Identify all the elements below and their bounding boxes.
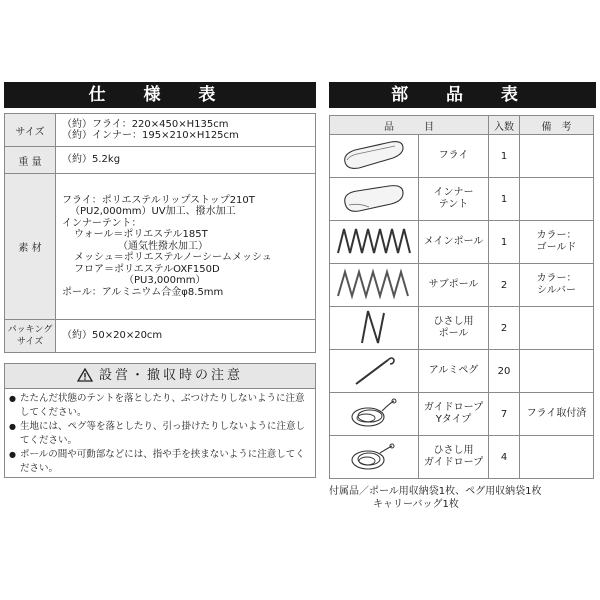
parts-title: 部 品 表 (329, 82, 596, 108)
part-image-cell (330, 264, 419, 307)
parts-table (329, 115, 594, 479)
material-line: ウォール＝ポリエステル185T (74, 229, 208, 241)
part-qty: 1 (489, 178, 520, 221)
part-note (520, 307, 594, 350)
part-name-line: サブポール (428, 279, 479, 290)
part-name (419, 393, 489, 436)
spec-value-weight: （約）5.2kg (56, 147, 316, 174)
part-name-line: アルミペグ (428, 365, 479, 376)
fly-bag-icon (339, 138, 409, 172)
part-name (419, 135, 489, 178)
accessories-line: 付属品／ポール用収納袋1枚、ペグ用収納袋1枚 (329, 486, 542, 497)
spec-label-material: 素 材 (5, 174, 56, 320)
parts-header-note: 備 考 (520, 116, 594, 135)
part-note (520, 264, 594, 307)
part-image-cell (330, 178, 419, 221)
parts-row (330, 436, 594, 479)
part-qty: 20 (489, 350, 520, 393)
material-line: フロア＝ポリエステルOXF150D (74, 263, 220, 275)
warning-triangle-icon (77, 368, 93, 382)
material-line: （通気性撥水加工） (118, 240, 208, 252)
caution-list (5, 392, 315, 476)
part-note (520, 350, 594, 393)
part-note (520, 393, 594, 436)
part-image-cell (330, 135, 419, 178)
part-name (419, 221, 489, 264)
spec-value-packing: （約）50×20×20cm (56, 320, 316, 353)
part-name-line: テント (438, 199, 469, 210)
spec-value-size (56, 114, 316, 147)
part-name (419, 350, 489, 393)
material-line: （PU2,000mm）UV加工、撥水加工 (70, 206, 236, 218)
part-note-line: フライ取付済 (526, 408, 587, 419)
caution-item: ● 生地には、ペグ等を落としたり、引っ掛けたりしないように注意してください。 (9, 420, 309, 448)
part-name (419, 178, 489, 221)
main-pole-icon (334, 225, 414, 257)
part-image-cell (330, 221, 419, 264)
spec-size-line: （約）フライ：220×450×H135cm (62, 118, 229, 130)
part-name (419, 436, 489, 479)
spec-label-size: サイズ (5, 114, 56, 147)
part-note (520, 178, 594, 221)
material-line: インナーテント： (62, 217, 142, 229)
packing-label-line: サイズ (16, 337, 44, 347)
part-name (419, 307, 489, 350)
spec-table (4, 113, 316, 353)
part-note-line: カラー： (536, 273, 577, 284)
aluminum-peg-icon (344, 352, 404, 388)
parts-header-row (330, 116, 594, 135)
part-name-line: ポール (438, 328, 469, 339)
part-qty: 1 (489, 221, 520, 264)
part-note (520, 135, 594, 178)
part-note-line: シルバー (536, 285, 577, 296)
part-qty: 7 (489, 393, 520, 436)
sub-pole-icon (334, 268, 414, 300)
parts-row (330, 307, 594, 350)
packing-label-line: パッキング (7, 325, 53, 335)
parts-header-qty: 入数 (489, 116, 520, 135)
parts-row (330, 221, 594, 264)
inner-tent-bag-icon (339, 181, 409, 215)
part-qty: 2 (489, 307, 520, 350)
canopy-guy-rope-icon (344, 438, 404, 474)
caution-header (5, 364, 315, 389)
caution-title: 設営・撤収時の注意 (98, 368, 243, 383)
parts-header-item: 品 目 (330, 116, 489, 135)
part-note-line: ゴールド (536, 242, 577, 253)
part-name-line: メインポール (423, 236, 484, 247)
part-name-line: ひさし用 (433, 316, 474, 327)
parts-row (330, 135, 594, 178)
part-qty: 1 (489, 135, 520, 178)
material-line: フライ：ポリエステルリップストップ210T (62, 194, 255, 206)
part-note (520, 221, 594, 264)
material-line: ポール：アルミニウム合金φ8.5mm (62, 286, 224, 298)
part-note (520, 436, 594, 479)
part-name-line: ガイドロープ (423, 402, 484, 413)
spec-row-material (5, 174, 316, 320)
part-name-line: ひさし用 (433, 445, 474, 456)
guy-rope-icon (344, 395, 404, 431)
part-image-cell (330, 307, 419, 350)
part-name-line: Yタイプ (435, 414, 472, 425)
spec-label-weight: 重 量 (5, 147, 56, 174)
spec-size-line: （約）インナー：195×210×H125cm (62, 130, 239, 141)
part-image-cell (330, 393, 419, 436)
part-name-line: ガイドロープ (423, 457, 484, 468)
part-name-line: インナー (433, 187, 474, 198)
part-name (419, 264, 489, 307)
part-image-cell (330, 436, 419, 479)
caution-item: ● ポールの間や可動部などには、指や手を挟まないように注意してください。 (9, 448, 309, 476)
spec-row-weight (5, 147, 316, 174)
part-note-line: カラー： (536, 230, 577, 241)
spec-title: 仕 様 表 (4, 82, 316, 108)
material-line: メッシュ＝ポリエステルノーシームメッシュ (74, 252, 272, 264)
parts-row (330, 393, 594, 436)
caution-item: ● たたんだ状態のテントを落としたり、ぶつけたりしないように注意してください。 (9, 392, 309, 420)
spec-value-material (56, 174, 316, 320)
part-qty: 2 (489, 264, 520, 307)
part-name-line: フライ (438, 150, 469, 161)
part-image-cell (330, 350, 419, 393)
material-line: （PU3,000mm） (124, 275, 206, 287)
canopy-pole-icon (344, 309, 404, 345)
parts-row (330, 178, 594, 221)
spec-label-packing (5, 320, 56, 353)
spec-row-packing (5, 320, 316, 353)
accessories-note (329, 485, 542, 511)
spec-row-size (5, 114, 316, 147)
part-qty: 4 (489, 436, 520, 479)
accessories-line: キャリーバッグ1枚 (373, 499, 459, 510)
parts-row (330, 350, 594, 393)
caution-box (4, 363, 316, 478)
parts-row (330, 264, 594, 307)
